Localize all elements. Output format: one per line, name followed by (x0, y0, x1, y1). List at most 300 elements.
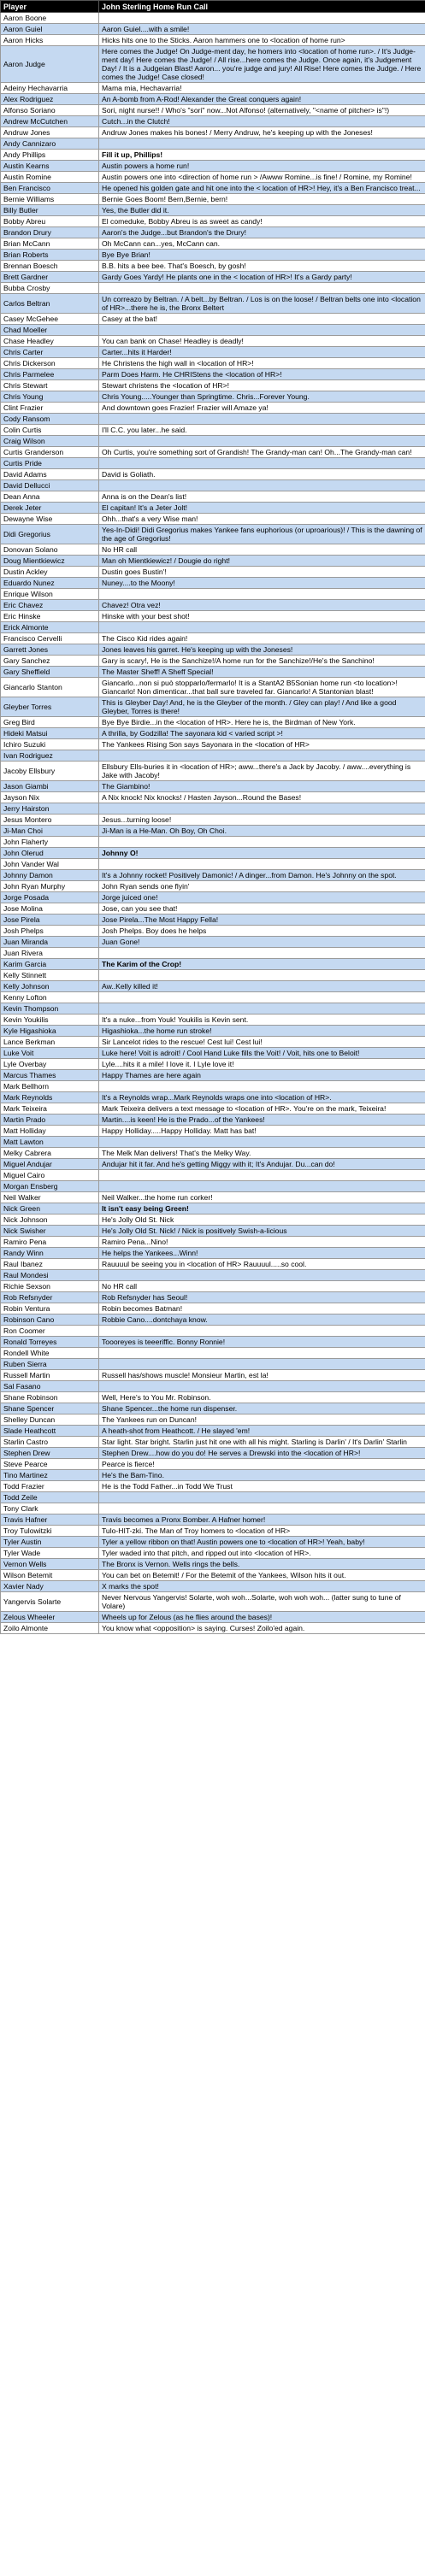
table-row (1, 1326, 425, 1337)
player-name-cell: Josh Phelps (1, 926, 99, 937)
table-row (1, 1059, 425, 1070)
table-row (1, 325, 425, 336)
table-row (1, 294, 425, 314)
table-row (1, 959, 425, 970)
home-run-call-cell: Ramiro Pena...Nino! (99, 1237, 425, 1248)
player-name-cell: Robin Ventura (1, 1303, 99, 1314)
table-row (1, 1159, 425, 1170)
player-name-cell: Nick Johnson (1, 1214, 99, 1226)
player-name-cell: Brett Gardner (1, 272, 99, 283)
table-row (1, 138, 425, 150)
table-row (1, 314, 425, 325)
player-name-cell: Morgan Ensberg (1, 1181, 99, 1192)
table-row (1, 815, 425, 826)
table-row (1, 1370, 425, 1381)
home-run-call-cell (99, 436, 425, 447)
home-run-call-cell (99, 1170, 425, 1181)
home-run-call-cell: He Christens the high wall in <location of HR>! (99, 358, 425, 369)
home-run-call-cell: Happy Holliday.....Happy Holliday. Matt has bat! (99, 1126, 425, 1137)
home-run-call-cell (99, 1003, 425, 1015)
table-row (1, 283, 425, 294)
table-row (1, 436, 425, 447)
table-row (1, 578, 425, 589)
player-name-cell: Nick Green (1, 1203, 99, 1214)
home-run-call-cell: Parm Does Harm. He CHRIStens the <location of HR>! (99, 369, 425, 380)
table-row (1, 261, 425, 272)
table-row (1, 1270, 425, 1281)
table-row (1, 1170, 425, 1181)
home-run-call-cell: The Master Sheff! A Sheff Special! (99, 667, 425, 678)
player-name-cell: Ronald Torreyes (1, 1337, 99, 1348)
player-name-cell: Ben Francisco (1, 183, 99, 194)
player-name-cell: Lance Berkman (1, 1037, 99, 1048)
home-run-call-cell (99, 1137, 425, 1148)
home-run-call-cell: Russell has/shows muscle! Monsieur Martin, est la! (99, 1370, 425, 1381)
home-run-call-cell: B.B. hits a bee bee. That's Boesch, by gosh! (99, 261, 425, 272)
player-name-cell: Johnny Damon (1, 870, 99, 881)
home-run-call-cell: Yes-In-Didi! Didi Gregorius makes Yankee fans euphorious (or uproarious)! / This is the dawning of the age of Gregorius! (99, 525, 425, 544)
table-body (1, 13, 425, 1634)
table-row (1, 227, 425, 238)
home-run-call-cell: Luke here! Voit is adroit! / Cool Hand Luke fills the Voit! / Voit, hits one to Beloit! (99, 1048, 425, 1059)
player-name-cell: Eric Chavez (1, 600, 99, 611)
table-row (1, 1037, 425, 1048)
home-run-call-cell: Jose, can you see that! (99, 903, 425, 915)
player-name-cell: Robinson Cano (1, 1314, 99, 1326)
home-run-call-cell: Travis becomes a Pronx Bomber. A Hafner homer! (99, 1514, 425, 1526)
player-name-cell: Rob Refsnyder (1, 1292, 99, 1303)
home-run-call-cell: The Bronx is Vernon. Wells rings the bells. (99, 1559, 425, 1570)
table-row (1, 1281, 425, 1292)
table-row (1, 656, 425, 667)
table-row (1, 1581, 425, 1592)
player-name-cell: Bernie Williams (1, 194, 99, 205)
player-name-cell: Russell Martin (1, 1370, 99, 1381)
table-header-row (1, 1, 425, 13)
home-run-call-cell: Mark Teixeira delivers a text message to <location of HR>. You're on the mark, Teixeira! (99, 1103, 425, 1115)
table-row (1, 447, 425, 458)
home-run-call-cell: Neil Walker...the home run corker! (99, 1192, 425, 1203)
table-row (1, 1403, 425, 1414)
table-row (1, 1126, 425, 1137)
table-row (1, 1015, 425, 1026)
table-row (1, 826, 425, 837)
table-row (1, 881, 425, 892)
table-row (1, 792, 425, 803)
table-row (1, 1259, 425, 1270)
table-row (1, 859, 425, 870)
home-run-call-cell (99, 1503, 425, 1514)
home-run-call-cell: Here comes the Judge! On Judge-ment day, he homers into <location of home run>. / It's Judge-ment day! Here comes the Judge! / All rise...here comes the Judge. Once again, it's Judgement Day! / It is a Judgeian Blast! Aaron... you're judge and jury! All Rise! Here comes the Judge. / Here comes the Judge! Case closed! (99, 46, 425, 83)
table-row (1, 1592, 425, 1612)
table-row (1, 762, 425, 781)
player-name-cell: Gary Sanchez (1, 656, 99, 667)
home-run-call-cell: Austin powers one into <direction of home run > /Awww Romine...is fine! / Romine, my Romine! (99, 172, 425, 183)
home-run-call-cell: Oh Curtis, you're something sort of Grandish! The Grandy-man can! Oh...The Grandy-man can! (99, 447, 425, 458)
player-name-cell: Juan Rivera (1, 948, 99, 959)
player-name-cell: Jason Giambi (1, 781, 99, 792)
home-run-call-cell: Jesus...turning loose! (99, 815, 425, 826)
table-row (1, 1337, 425, 1348)
table-row (1, 1214, 425, 1226)
home-run-call-cell: Higashioka...the home run stroke! (99, 1026, 425, 1037)
home-run-call-cell (99, 1181, 425, 1192)
table-row (1, 46, 425, 83)
home-run-call-cell: You know what <opposition> is saying. Curses! Zoilo'ed again. (99, 1623, 425, 1634)
player-name-cell: Luke Voit (1, 1048, 99, 1059)
table-row (1, 205, 425, 216)
player-name-cell: Cody Ransom (1, 414, 99, 425)
player-name-cell: Tyler Austin (1, 1537, 99, 1548)
player-name-cell: Steve Pearce (1, 1459, 99, 1470)
home-run-call-cell: It's a Reynolds wrap...Mark Reynolds wraps one into <location of HR>. (99, 1092, 425, 1103)
home-run-call-cell: Juan Gone! (99, 937, 425, 948)
home-run-call-cell: Never Nervous Yangervis! Solarte, woh woh...Solarte, woh woh woh... (latter sung to tune of Volare) (99, 1592, 425, 1612)
home-run-call-cell: No HR call (99, 544, 425, 556)
home-run-call-cell (99, 1381, 425, 1392)
player-name-cell: Jose Molina (1, 903, 99, 915)
player-name-cell: Shane Spencer (1, 1403, 99, 1414)
player-name-cell: Curtis Pride (1, 458, 99, 469)
player-name-cell: Chris Carter (1, 347, 99, 358)
player-name-cell: Raul Ibanez (1, 1259, 99, 1270)
player-name-cell: Miguel Cairo (1, 1170, 99, 1181)
home-run-call-cell: A Nix knock! Nix knocks! / Hasten Jayson...Round the Bases! (99, 792, 425, 803)
table-row (1, 1026, 425, 1037)
home-run-call-cell: Stewart christens the <location of HR>! (99, 380, 425, 391)
player-name-cell: Starlin Castro (1, 1437, 99, 1448)
player-name-cell: Hideki Matsui (1, 728, 99, 739)
home-run-call-cell: Aaron Guiel....with a smile! (99, 24, 425, 35)
player-name-cell: Zoilo Almonte (1, 1623, 99, 1634)
table-row (1, 667, 425, 678)
home-run-call-cell: He is the Todd Father...in Todd We Trust (99, 1481, 425, 1492)
player-name-cell: John Flaherty (1, 837, 99, 848)
table-row (1, 948, 425, 959)
table-row (1, 1414, 425, 1426)
player-name-cell: Gleyber Torres (1, 697, 99, 717)
home-run-call-cell: It's a Johnny rocket! Positively Damonic! / A dinger...from Damon. He's Johnny on the spot. (99, 870, 425, 881)
home-run-call-cell: An A-bomb from A-Rod! Alexander the Great conquers again! (99, 94, 425, 105)
player-name-cell: Lyle Overbay (1, 1059, 99, 1070)
player-name-cell: Kevin Thompson (1, 1003, 99, 1015)
table-row (1, 1237, 425, 1248)
player-name-cell: Chris Stewart (1, 380, 99, 391)
player-name-cell: Derek Jeter (1, 503, 99, 514)
table-row (1, 750, 425, 762)
home-run-call-cell: It's a nuke...from Youk! Youkilis is Kevin sent. (99, 1015, 425, 1026)
table-row (1, 183, 425, 194)
player-name-cell: Todd Frazier (1, 1481, 99, 1492)
player-name-cell: Chase Headley (1, 336, 99, 347)
player-name-cell: Francisco Cervelli (1, 633, 99, 644)
home-run-call-cell: And downtown goes Frazier! Frazier will Amaze ya! (99, 403, 425, 414)
home-run-call-cell: The Cisco Kid rides again! (99, 633, 425, 644)
table-row (1, 1048, 425, 1059)
home-run-call-cell: Man oh Mientkiewicz! / Dougie do right! (99, 556, 425, 567)
table-row (1, 1081, 425, 1092)
home-run-call-cell (99, 970, 425, 981)
home-run-call-cell (99, 414, 425, 425)
player-name-cell: Jorge Posada (1, 892, 99, 903)
home-run-call-cell: You can bet on Betemit! / For the Betemit of the Yankees, Wilson hits it out. (99, 1570, 425, 1581)
player-name-cell: Eric Hinske (1, 611, 99, 622)
table-row (1, 837, 425, 848)
home-run-call-cell: Josh Phelps. Boy does he helps (99, 926, 425, 937)
player-name-cell: Kelly Stinnett (1, 970, 99, 981)
player-name-cell: Shane Robinson (1, 1392, 99, 1403)
table-row (1, 272, 425, 283)
player-column-header: Player (1, 1, 99, 13)
player-name-cell: Brian McCann (1, 238, 99, 250)
table-row (1, 1503, 425, 1514)
home-run-call-cell: A heath-shot from Heathcott. / He slayed 'em! (99, 1426, 425, 1437)
home-run-call-cell: I'll C.C. you later...he said. (99, 425, 425, 436)
player-name-cell: Melky Cabrera (1, 1148, 99, 1159)
table-row (1, 644, 425, 656)
home-run-call-cell: Aw..Kelly killed it! (99, 981, 425, 992)
player-name-cell: Didi Gregorius (1, 525, 99, 544)
table-row (1, 503, 425, 514)
player-name-cell: Aaron Guiel (1, 24, 99, 35)
home-run-call-cell: The Giambino! (99, 781, 425, 792)
home-run-call-cell: Aaron's the Judge...but Brandon's the Drury! (99, 227, 425, 238)
home-run-call-cell: Stephen Drew....how do you do! He serves a Drewski into the <location of HR>! (99, 1448, 425, 1459)
table-row (1, 1448, 425, 1459)
player-name-cell: Austin Romine (1, 172, 99, 183)
home-run-call-cell: He's Jolly Old St. Nick (99, 1214, 425, 1226)
player-name-cell: John Olerud (1, 848, 99, 859)
table-row (1, 1248, 425, 1259)
table-row (1, 1526, 425, 1537)
home-run-call-cell (99, 948, 425, 959)
player-name-cell: Todd Zeile (1, 1492, 99, 1503)
table-row (1, 1481, 425, 1492)
player-name-cell: Carlos Beltran (1, 294, 99, 314)
player-name-cell: Chris Young (1, 391, 99, 403)
table-row (1, 739, 425, 750)
player-name-cell: Rondell White (1, 1348, 99, 1359)
table-row (1, 1103, 425, 1115)
home-run-call-cell: Martin....is keen! He is the Prado...of the Yankees! (99, 1115, 425, 1126)
table-row (1, 1470, 425, 1481)
home-run-call-cell: You can bank on Chase! Headley is deadly! (99, 336, 425, 347)
table-row (1, 1303, 425, 1314)
table-row (1, 1381, 425, 1392)
table-row (1, 525, 425, 544)
home-run-call-cell (99, 859, 425, 870)
home-run-call-cell: The Yankees run on Duncan! (99, 1414, 425, 1426)
table-row (1, 567, 425, 578)
table-row (1, 105, 425, 116)
table-row (1, 1192, 425, 1203)
table-row (1, 194, 425, 205)
player-name-cell: Andy Phillips (1, 150, 99, 161)
player-name-cell: Juan Miranda (1, 937, 99, 948)
home-run-call-cell: Andujar hit it far. And he's getting Miggy with it; It's Andujar. Du...can do! (99, 1159, 425, 1170)
home-run-call-cell: He's Jolly Old St. Nick! / Nick is positively Swish-a-licious (99, 1226, 425, 1237)
home-run-call-cell: John Ryan sends one flyin' (99, 881, 425, 892)
player-name-cell: Mark Teixeira (1, 1103, 99, 1115)
table-row (1, 1226, 425, 1237)
home-run-call-cell: This is Gleyber Day! And, he is the Gleyber of the month. / Gley can play! / And like a good Gleyber, Torres is there! (99, 697, 425, 717)
home-run-call-cell: The Karim of the Crop! (99, 959, 425, 970)
table-row (1, 458, 425, 469)
home-run-call-cell: Mama mia, Hechavarria! (99, 83, 425, 94)
home-run-call-cell: Chris Young.....Younger than Springtime. Chris...Forever Young. (99, 391, 425, 403)
home-run-call-cell: No HR call (99, 1281, 425, 1292)
table-row (1, 116, 425, 127)
home-run-call-cell: Fill it up, Phillips! (99, 150, 425, 161)
player-name-cell: Yangervis Solarte (1, 1592, 99, 1612)
home-run-call-cell: Un correazo by Beltran. / A belt...by Beltran. / Los is on the loose! / Beltran belts one into <location of HR>...there he is, the Bronx Beltert (99, 294, 425, 314)
home-run-call-cell: Tyler a yellow ribbon on that! Austin powers one to <location of HR>! Yeah, baby! (99, 1537, 425, 1548)
home-run-call-cell: Giancarlo...non si può stopparlo/fermarlo! It is a StantA2 B5Sonian home run <to location>! Giancarlo! Non dimenticar...that ball sure traveled far. Giancarlo! A Stantonian blast! (99, 678, 425, 697)
player-name-cell: Andruw Jones (1, 127, 99, 138)
table-row (1, 892, 425, 903)
home-run-call-cell (99, 1359, 425, 1370)
player-name-cell: Andrew McCutchen (1, 116, 99, 127)
player-name-cell: Aaron Hicks (1, 35, 99, 46)
table-row (1, 1459, 425, 1470)
player-name-cell: Martin Prado (1, 1115, 99, 1126)
table-row (1, 803, 425, 815)
table-row (1, 848, 425, 859)
player-name-cell: Sal Fasano (1, 1381, 99, 1392)
home-run-call-cell: Ellsbury Ells-buries it in <location of HR>; aww...there's a Jack by Jacoby. / aww....everything is Jake with Jacoby! (99, 762, 425, 781)
home-run-call-cell: Gary is scary!, He is the Sanchize!/A home run for the Sanchize!/He's the Sanchino! (99, 656, 425, 667)
table-row (1, 347, 425, 358)
player-name-cell: Vernon Wells (1, 1559, 99, 1570)
player-name-cell: Matt Holliday (1, 1126, 99, 1137)
home-run-call-cell: El comeduke, Bobby Abreu is as sweet as candy! (99, 216, 425, 227)
home-run-call-cell: Toooreyes is teeeriffic. Bonny Ronnie! (99, 1337, 425, 1348)
table-row (1, 1292, 425, 1303)
home-run-call-cell (99, 1270, 425, 1281)
table-row (1, 469, 425, 480)
table-row (1, 94, 425, 105)
table-row (1, 1092, 425, 1103)
player-name-cell: Aaron Judge (1, 46, 99, 83)
player-name-cell: Ivan Rodriguez (1, 750, 99, 762)
table-row (1, 172, 425, 183)
player-name-cell: Alex Rodriguez (1, 94, 99, 105)
home-run-call-cell (99, 837, 425, 848)
table-row (1, 1314, 425, 1326)
player-name-cell: Xavier Nady (1, 1581, 99, 1592)
home-run-call-cell: Sori, night nurse!! / Who's "sori" now...Not Alfonso! (alternatively, "<name of pitcher> is"!) (99, 105, 425, 116)
home-run-call-cell (99, 589, 425, 600)
home-run-call-cell: Casey at the bat! (99, 314, 425, 325)
player-name-cell: Slade Heathcott (1, 1426, 99, 1437)
player-name-cell: Craig Wilson (1, 436, 99, 447)
table-row (1, 697, 425, 717)
player-name-cell: Stephen Drew (1, 1448, 99, 1459)
home-run-call-cell: The Melk Man delivers! That's the Melky Way. (99, 1148, 425, 1159)
home-run-call-cell: Happy Thames are here again (99, 1070, 425, 1081)
home-run-call-cell: Gardy Goes Yardy! He plants one in the < location of HR>! It's a Gardy party! (99, 272, 425, 283)
player-name-cell: Jesus Montero (1, 815, 99, 826)
table-row (1, 926, 425, 937)
player-name-cell: Ji-Man Choi (1, 826, 99, 837)
home-run-call-cell: Tyler waded into that pitch, and ripped out into <location of HR>. (99, 1548, 425, 1559)
home-run-call-cell (99, 622, 425, 633)
home-run-call-cell: Hinske with your best shot! (99, 611, 425, 622)
table-row (1, 1492, 425, 1503)
player-name-cell: Bubba Crosby (1, 283, 99, 294)
player-name-cell: Jacoby Ellsbury (1, 762, 99, 781)
home-run-call-cell (99, 325, 425, 336)
table-row (1, 216, 425, 227)
home-run-call-cell: Hicks hits one to the Sticks. Aaron hammers one to <location of home run> (99, 35, 425, 46)
player-name-cell: Mark Reynolds (1, 1092, 99, 1103)
table-row (1, 589, 425, 600)
player-name-cell: Matt Lawton (1, 1137, 99, 1148)
player-name-cell: Mark Bellhorn (1, 1081, 99, 1092)
home-run-call-cell: Yes, the Butler did it. (99, 205, 425, 216)
table-row (1, 970, 425, 981)
table-row (1, 728, 425, 739)
table-row (1, 633, 425, 644)
player-name-cell: Kyle Higashioka (1, 1026, 99, 1037)
player-name-cell: Colin Curtis (1, 425, 99, 436)
table-row (1, 1115, 425, 1126)
player-name-cell: Chad Moeller (1, 325, 99, 336)
player-name-cell: Casey McGehee (1, 314, 99, 325)
player-name-cell: Wilson Betemit (1, 1570, 99, 1581)
home-run-call-cell: Lyle....hits it a mile! I love it. I Lyle love it! (99, 1059, 425, 1070)
player-name-cell: John Ryan Murphy (1, 881, 99, 892)
home-run-call-cell: Austin powers a home run! (99, 161, 425, 172)
table-row (1, 1392, 425, 1403)
table-row (1, 83, 425, 94)
table-row (1, 678, 425, 697)
home-run-call-cell: Bye Bye Birdie...in the <location of HR>. Here he is, the Birdman of New York. (99, 717, 425, 728)
player-name-cell: John Vander Wal (1, 859, 99, 870)
player-name-cell: Gary Sheffield (1, 667, 99, 678)
home-run-call-cell: Nuney....to the Moony! (99, 578, 425, 589)
table-row (1, 717, 425, 728)
player-name-cell: Nick Swisher (1, 1226, 99, 1237)
player-name-cell: Erick Almonte (1, 622, 99, 633)
player-name-cell: Neil Walker (1, 1192, 99, 1203)
table-row (1, 1148, 425, 1159)
table-row (1, 1137, 425, 1148)
table-row (1, 150, 425, 161)
home-run-call-cell: Bye Bye Brian! (99, 250, 425, 261)
home-run-call-cell: He helps the Yankees...Winn! (99, 1248, 425, 1259)
home-run-call-cell: Wheels up for Zelous (as he flies around the bases)! (99, 1612, 425, 1623)
table-row (1, 1070, 425, 1081)
player-name-cell: Bobby Abreu (1, 216, 99, 227)
table-row (1, 1426, 425, 1437)
home-run-call-cell: Andruw Jones makes his bones! / Merry Andruw, he's keeping up with the Joneses! (99, 127, 425, 138)
player-name-cell: Richie Sexson (1, 1281, 99, 1292)
home-run-call-cell: Chavez! Otra vez! (99, 600, 425, 611)
table-row (1, 1348, 425, 1359)
player-name-cell: Chris Parmelee (1, 369, 99, 380)
home-run-call-cell (99, 138, 425, 150)
table-row (1, 1203, 425, 1214)
player-name-cell: Dean Anna (1, 491, 99, 503)
table-row (1, 24, 425, 35)
home-run-call-cell: Robin becomes Batman! (99, 1303, 425, 1314)
home-run-call-cell: Bernie Goes Boom! Bern,Bernie, bern! (99, 194, 425, 205)
table-row (1, 937, 425, 948)
home-run-call-cell: X marks the spot! (99, 1581, 425, 1592)
home-run-call-cell: Tulo-HIT-zki. The Man of Troy homers to <location of HR> (99, 1526, 425, 1537)
table-row (1, 544, 425, 556)
